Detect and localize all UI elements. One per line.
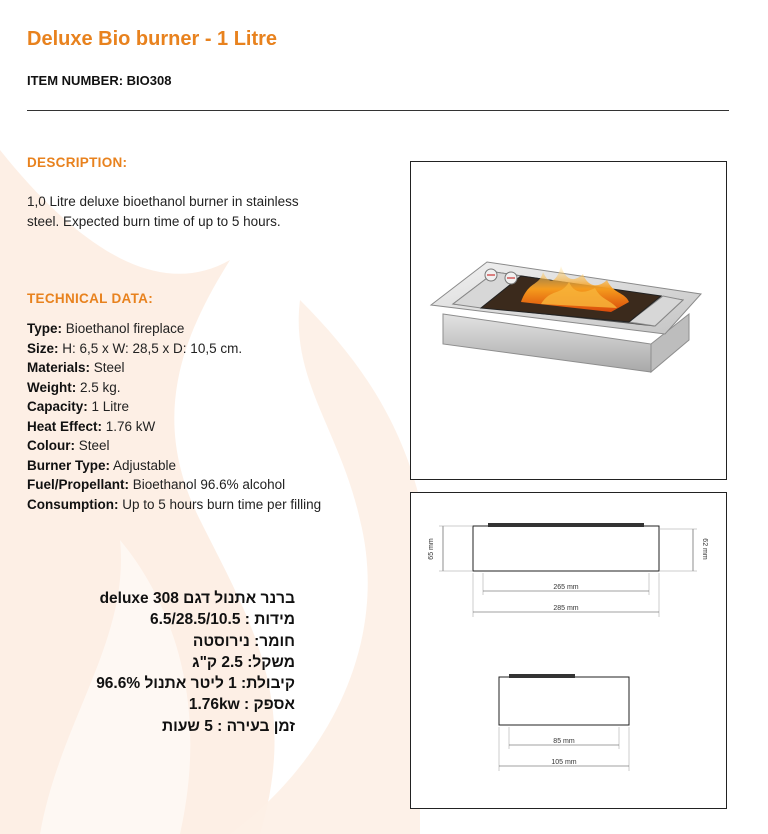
dim-height-right: 62 mm [701,538,708,560]
spec-row [27,456,321,476]
spec-label: Consumption: [27,496,119,512]
spec-value: Up to 5 hours burn time per filling [118,496,322,512]
spec-value: H: 6,5 x W: 28,5 x D: 10,5 cm. [58,340,243,356]
technical-drawing-frame [410,492,727,809]
spec-row [27,358,321,378]
spec-row [27,475,321,495]
technical-data-list [27,319,321,514]
hebrew-spec-block [50,588,295,737]
hebrew-line: חומר: נירוסטה [192,632,295,650]
spec-value: Steel [75,438,110,453]
dim-outer-depth: 105 mm [551,759,577,766]
spec-value: 2.5 kg. [76,379,121,395]
spec-value: Bioethanol fireplace [62,321,185,336]
spec-row [27,436,321,456]
spec-row [27,495,321,515]
spec-value: Bioethanol 96.6% alcohol [129,477,286,492]
hebrew-line: קיבולת: 1 ליטר אתנול 96.6% [96,675,295,693]
spec-row [27,378,321,398]
spec-label: Materials: [27,360,91,375]
technical-drawing [411,493,726,808]
description-line: steel. Expected burn time of up to 5 hours. [27,213,281,229]
hebrew-line: משקל: 2.5 ק"ג [192,653,295,671]
page-title: Deluxe Bio burner - 1 Litre [27,28,278,50]
spec-label: Burner Type: [27,457,111,473]
spec-row [27,319,321,339]
technical-data-heading: TECHNICAL DATA: [27,291,153,306]
hebrew-line: מידות : 6.5/28.5/10.5 [149,611,295,629]
description-line: 1,0 Litre deluxe bioethanol burner in stainless [27,194,299,209]
hebrew-line: ברנר אתנול דגם deluxe 308 [99,590,295,607]
header-divider [27,110,729,111]
spec-row [27,339,321,359]
spec-value: 1.76 kW [102,418,156,434]
spec-row [27,397,321,417]
spec-label: Size: [27,340,59,356]
spec-label: Weight: [27,379,77,395]
product-photo-burner [411,162,726,479]
dim-inner-depth: 85 mm [553,738,575,745]
description-text [27,192,367,231]
spec-value: Steel [90,360,125,375]
product-photo-frame [410,161,727,480]
dim-height-left: 65 mm [428,538,435,560]
dim-inner-width: 265 mm [553,584,579,591]
description-heading: DESCRIPTION: [27,155,128,170]
spec-value: Adjustable [110,457,177,473]
dim-outer-width: 285 mm [553,605,579,612]
spec-label: Fuel/Propellant: [27,477,130,492]
hebrew-line: אספק : 1.76kw [188,696,295,714]
spec-row [27,417,321,437]
item-number: ITEM NUMBER: BIO308 [27,73,172,88]
hebrew-line: זמן בעירה : 5 שעות [162,717,295,735]
spec-label: Type: [27,321,63,336]
spec-value: 1 Litre [87,399,130,414]
spec-label: Capacity: [27,399,88,414]
spec-label: Heat Effect: [27,418,103,434]
spec-label: Colour: [27,438,75,453]
